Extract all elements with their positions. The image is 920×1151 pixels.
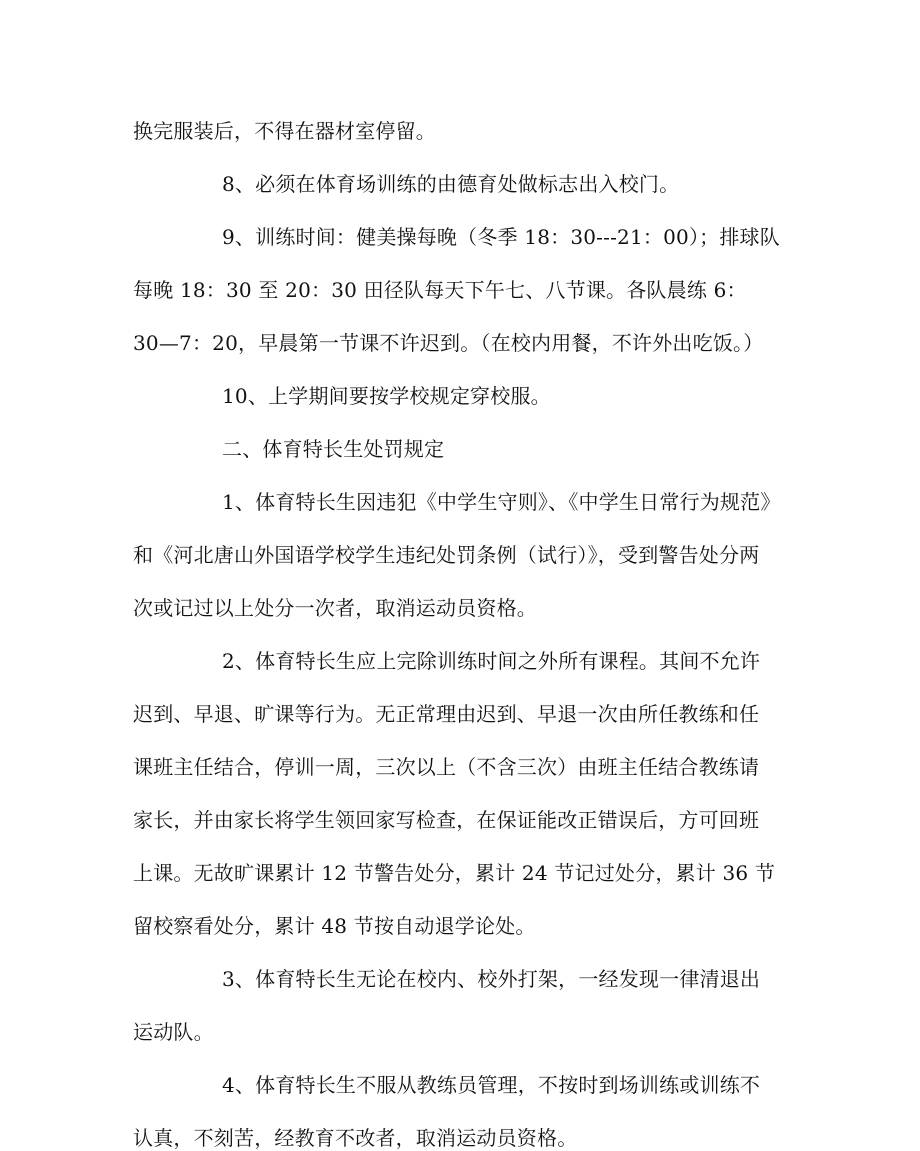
penalty-item-1: 1、体育特长生因违犯《中学生守则》、《中学生日常行为规范》 bbox=[222, 490, 781, 514]
paragraph-line: 和《河北唐山外国语学校学生违纪处罚条例（试行）》，受到警告处分两 bbox=[133, 543, 760, 567]
rule-item-10: 10、上学期间要按学校规定穿校服。 bbox=[222, 384, 551, 408]
rule-item-9: 9、训练时间：健美操每晚（冬季 18：30---21：00）；排球队 bbox=[222, 225, 780, 249]
paragraph-line: 留校察看处分，累计 48 节按自动退学论处。 bbox=[133, 914, 536, 938]
penalty-item-4: 4、体育特长生不服从教练员管理，不按时到场训练或训练不 bbox=[222, 1073, 761, 1097]
paragraph-line: 上课。无故旷课累计 12 节警告处分，累计 24 节记过处分，累计 36 节 bbox=[133, 861, 776, 885]
penalty-item-2: 2、体育特长生应上完除训练时间之外所有课程。其间不允许 bbox=[222, 649, 761, 673]
paragraph-line: 运动队。 bbox=[133, 1020, 214, 1044]
section-heading: 二、体育特长生处罚规定 bbox=[222, 437, 445, 461]
paragraph-line: 家长，并由家长将学生领回家写检查，在保证能改正错误后，方可回班 bbox=[133, 808, 760, 832]
paragraph-line: 次或记过以上处分一次者，取消运动员资格。 bbox=[133, 596, 537, 620]
paragraph-line: 迟到、早退、旷课等行为。无正常理由迟到、早退一次由所任教练和任 bbox=[133, 702, 760, 726]
paragraph-line: 每晚 18：30 至 20：30 田径队每天下午七、八节课。各队晨练 6： bbox=[133, 278, 747, 302]
paragraph-line: 认真，不刻苦，经教育不改者，取消运动员资格。 bbox=[133, 1126, 578, 1150]
rule-item-8: 8、必须在体育场训练的由德育处做标志出入校门。 bbox=[222, 172, 680, 196]
paragraph-line: 30—7：20，早晨第一节课不许迟到。（在校内用餐，不许外出吃饭。） bbox=[133, 331, 764, 355]
penalty-item-3: 3、体育特长生无论在校内、校外打架，一经发现一律清退出 bbox=[222, 967, 761, 991]
paragraph-line: 换完服装后，不得在器材室停留。 bbox=[133, 119, 436, 143]
paragraph-line: 课班主任结合，停训一周，三次以上（不含三次）由班主任结合教练请 bbox=[133, 755, 760, 779]
